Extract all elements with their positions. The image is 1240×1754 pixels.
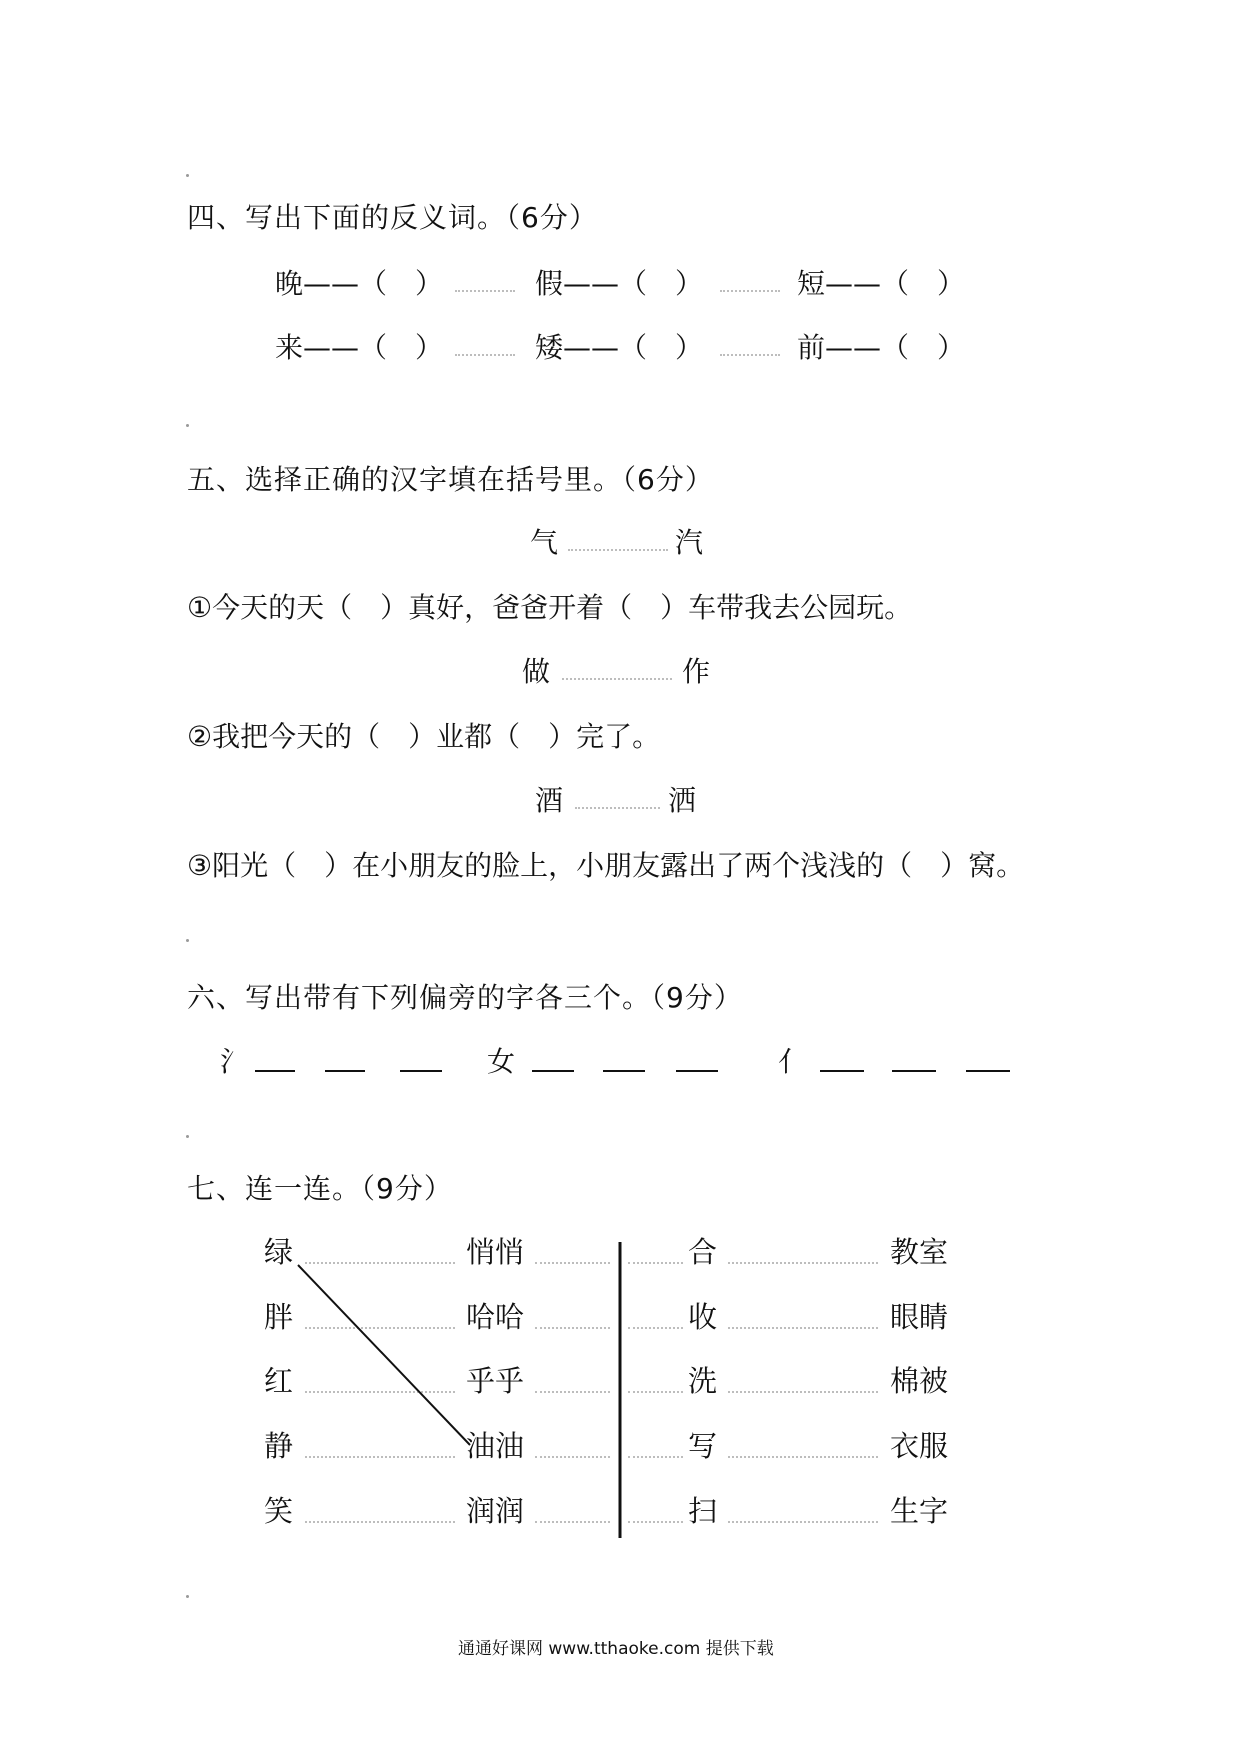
match-right-a-item[interactable]: 扫 bbox=[688, 1494, 718, 1528]
antonym-item-2: 假——（ ） bbox=[535, 267, 704, 300]
match-right-b-item[interactable]: 棉被 bbox=[890, 1364, 949, 1398]
match-right-b-item[interactable]: 教室 bbox=[890, 1235, 949, 1269]
choice-char: 酒 bbox=[535, 784, 564, 817]
choice-char: 气 bbox=[530, 526, 559, 559]
match-right-b-item[interactable]: 眼睛 bbox=[890, 1300, 949, 1334]
scan-speck bbox=[186, 174, 189, 177]
match-right-b-item[interactable]: 生字 bbox=[890, 1494, 949, 1528]
match-left-a-item[interactable]: 红 bbox=[264, 1364, 294, 1398]
choice-char: 洒 bbox=[668, 784, 697, 817]
match-right-b-item[interactable]: 衣服 bbox=[890, 1429, 949, 1463]
footer-text: 通通好课网 www.tthaoke.com 提供下载 bbox=[458, 1639, 774, 1659]
match-left-b-item[interactable]: 润润 bbox=[466, 1494, 525, 1528]
section5-heading: 五、选择正确的汉字填在括号里。（6分） bbox=[187, 463, 714, 496]
choice-char: 汽 bbox=[675, 526, 704, 559]
match-right-a-item[interactable]: 写 bbox=[688, 1429, 718, 1463]
sentence-1: ①今天的天（ ）真好，爸爸开着（ ）车带我去公园玩。 bbox=[187, 591, 913, 624]
match-left-b-item[interactable]: 哈哈 bbox=[466, 1300, 525, 1334]
match-left-b-item[interactable]: 悄悄 bbox=[466, 1235, 525, 1269]
antonym-item-5: 矮——（ ） bbox=[535, 331, 704, 364]
radical-woman: 女 bbox=[487, 1045, 516, 1078]
radical-water: 氵 bbox=[220, 1045, 249, 1078]
section4-heading: 四、写出下面的反义词。（6分） bbox=[187, 201, 598, 234]
match-right-a-item[interactable]: 合 bbox=[688, 1235, 718, 1269]
match-left-b-item[interactable]: 油油 bbox=[466, 1429, 525, 1463]
antonym-item-3: 短——（ ） bbox=[797, 267, 966, 300]
match-left-b-item[interactable]: 乎乎 bbox=[466, 1364, 525, 1398]
match-left-a-item[interactable]: 静 bbox=[264, 1429, 294, 1463]
scan-speck bbox=[186, 1595, 189, 1598]
antonym-item-1: 晚——（ ） bbox=[275, 267, 444, 300]
radical-person: 亻 bbox=[778, 1045, 807, 1078]
scan-speck bbox=[186, 424, 189, 427]
scan-speck bbox=[186, 939, 189, 942]
choice-char: 做 bbox=[522, 655, 551, 688]
sentence-3: ③阳光（ ）在小朋友的脸上，小朋友露出了两个浅浅的（ ）窝。 bbox=[187, 849, 1025, 882]
section7-heading: 七、连一连。（9分） bbox=[187, 1172, 453, 1205]
choice-char: 作 bbox=[682, 655, 711, 688]
section6-heading: 六、写出带有下列偏旁的字各三个。（9分） bbox=[187, 981, 743, 1014]
match-left-a-item[interactable]: 绿 bbox=[264, 1235, 294, 1269]
match-left-a-item[interactable]: 笑 bbox=[264, 1494, 294, 1528]
scan-speck bbox=[186, 1135, 189, 1138]
antonym-item-6: 前——（ ） bbox=[797, 331, 966, 364]
match-right-a-item[interactable]: 洗 bbox=[688, 1364, 718, 1398]
sentence-2: ②我把今天的（ ）业都（ ）完了。 bbox=[187, 720, 661, 753]
antonym-item-4: 来——（ ） bbox=[275, 331, 444, 364]
match-right-a-item[interactable]: 收 bbox=[688, 1300, 718, 1334]
example-match-line bbox=[298, 1265, 470, 1445]
match-left-a-item[interactable]: 胖 bbox=[264, 1300, 294, 1334]
